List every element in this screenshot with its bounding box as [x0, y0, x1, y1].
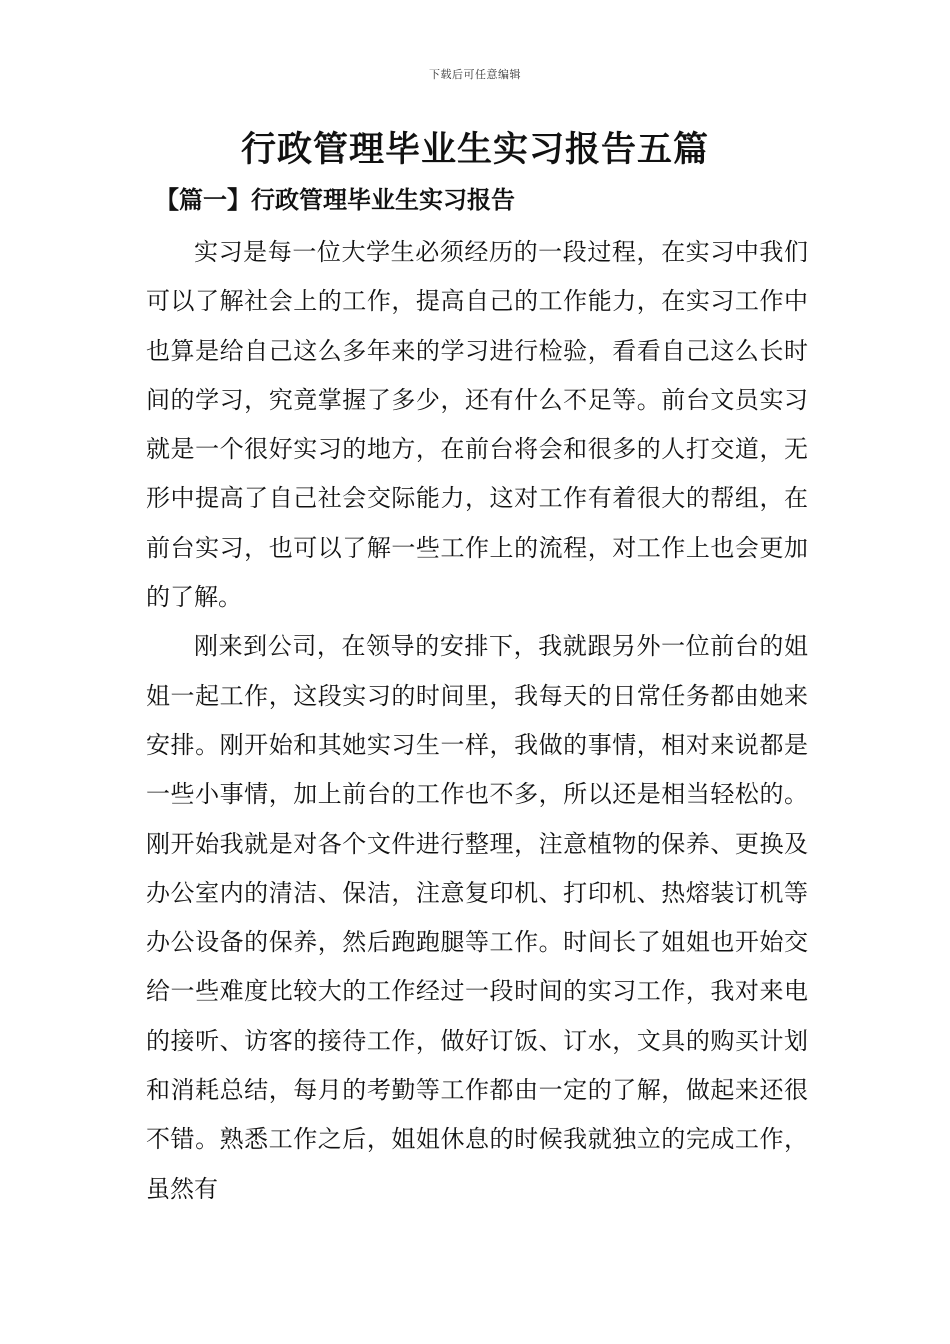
header-note: 下载后可任意编辑	[429, 68, 521, 81]
paragraph-1: 实习是每一位大学生必须经历的一段过程，在实习中我们可以了解社会上的工作，提高自己的工作能力，在实习工作中也算是给自己这么多年来的学习进行检验，看看自己这么长时间的学习，究竟掌握了多少，还有什么不足等。前台文员实习就是一个很好实习的地方，在前台将会和很多的人打交道，无形中提高了自己社会交际能力，这对工作有着很大的帮组，在前台实习，也可以了解一些工作上的流程，对工作上也会更加的了解。	[146, 238, 808, 612]
document-title: 行政管理毕业生实习报告五篇	[240, 129, 709, 170]
paragraph-2: 刚来到公司，在领导的安排下，我就跟另外一位前台的姐姐一起工作，这段实习的时间里，我每天的日常任务都由她来安排。刚开始和其她实习生一样，我做的事情，相对来说都是一些小事情，加上前台的工作也不多，所以还是相当轻松的。刚开始我就是对各个文件进行整理，注意植物的保养、更换及办公室内的清洁、保洁，注意复印机、打印机、热熔装订机等办公设备的保养，然后跑跑腿等工作。时间长了姐姐也开始交给一些难度比较大的工作经过一段时间的实习工作，我对来电的接听、访客的接待工作，做好订饭、订水，文具的购买计划和消耗总结，每月的考勤等工作都由一定的了解，做起来还很不错。熟悉工作之后，姐姐休息的时候我就独立的完成工作，虽然有	[146, 632, 808, 1203]
section-heading: 【篇一】行政管理毕业生实习报告	[155, 185, 515, 214]
body-text	[146, 228, 808, 1214]
